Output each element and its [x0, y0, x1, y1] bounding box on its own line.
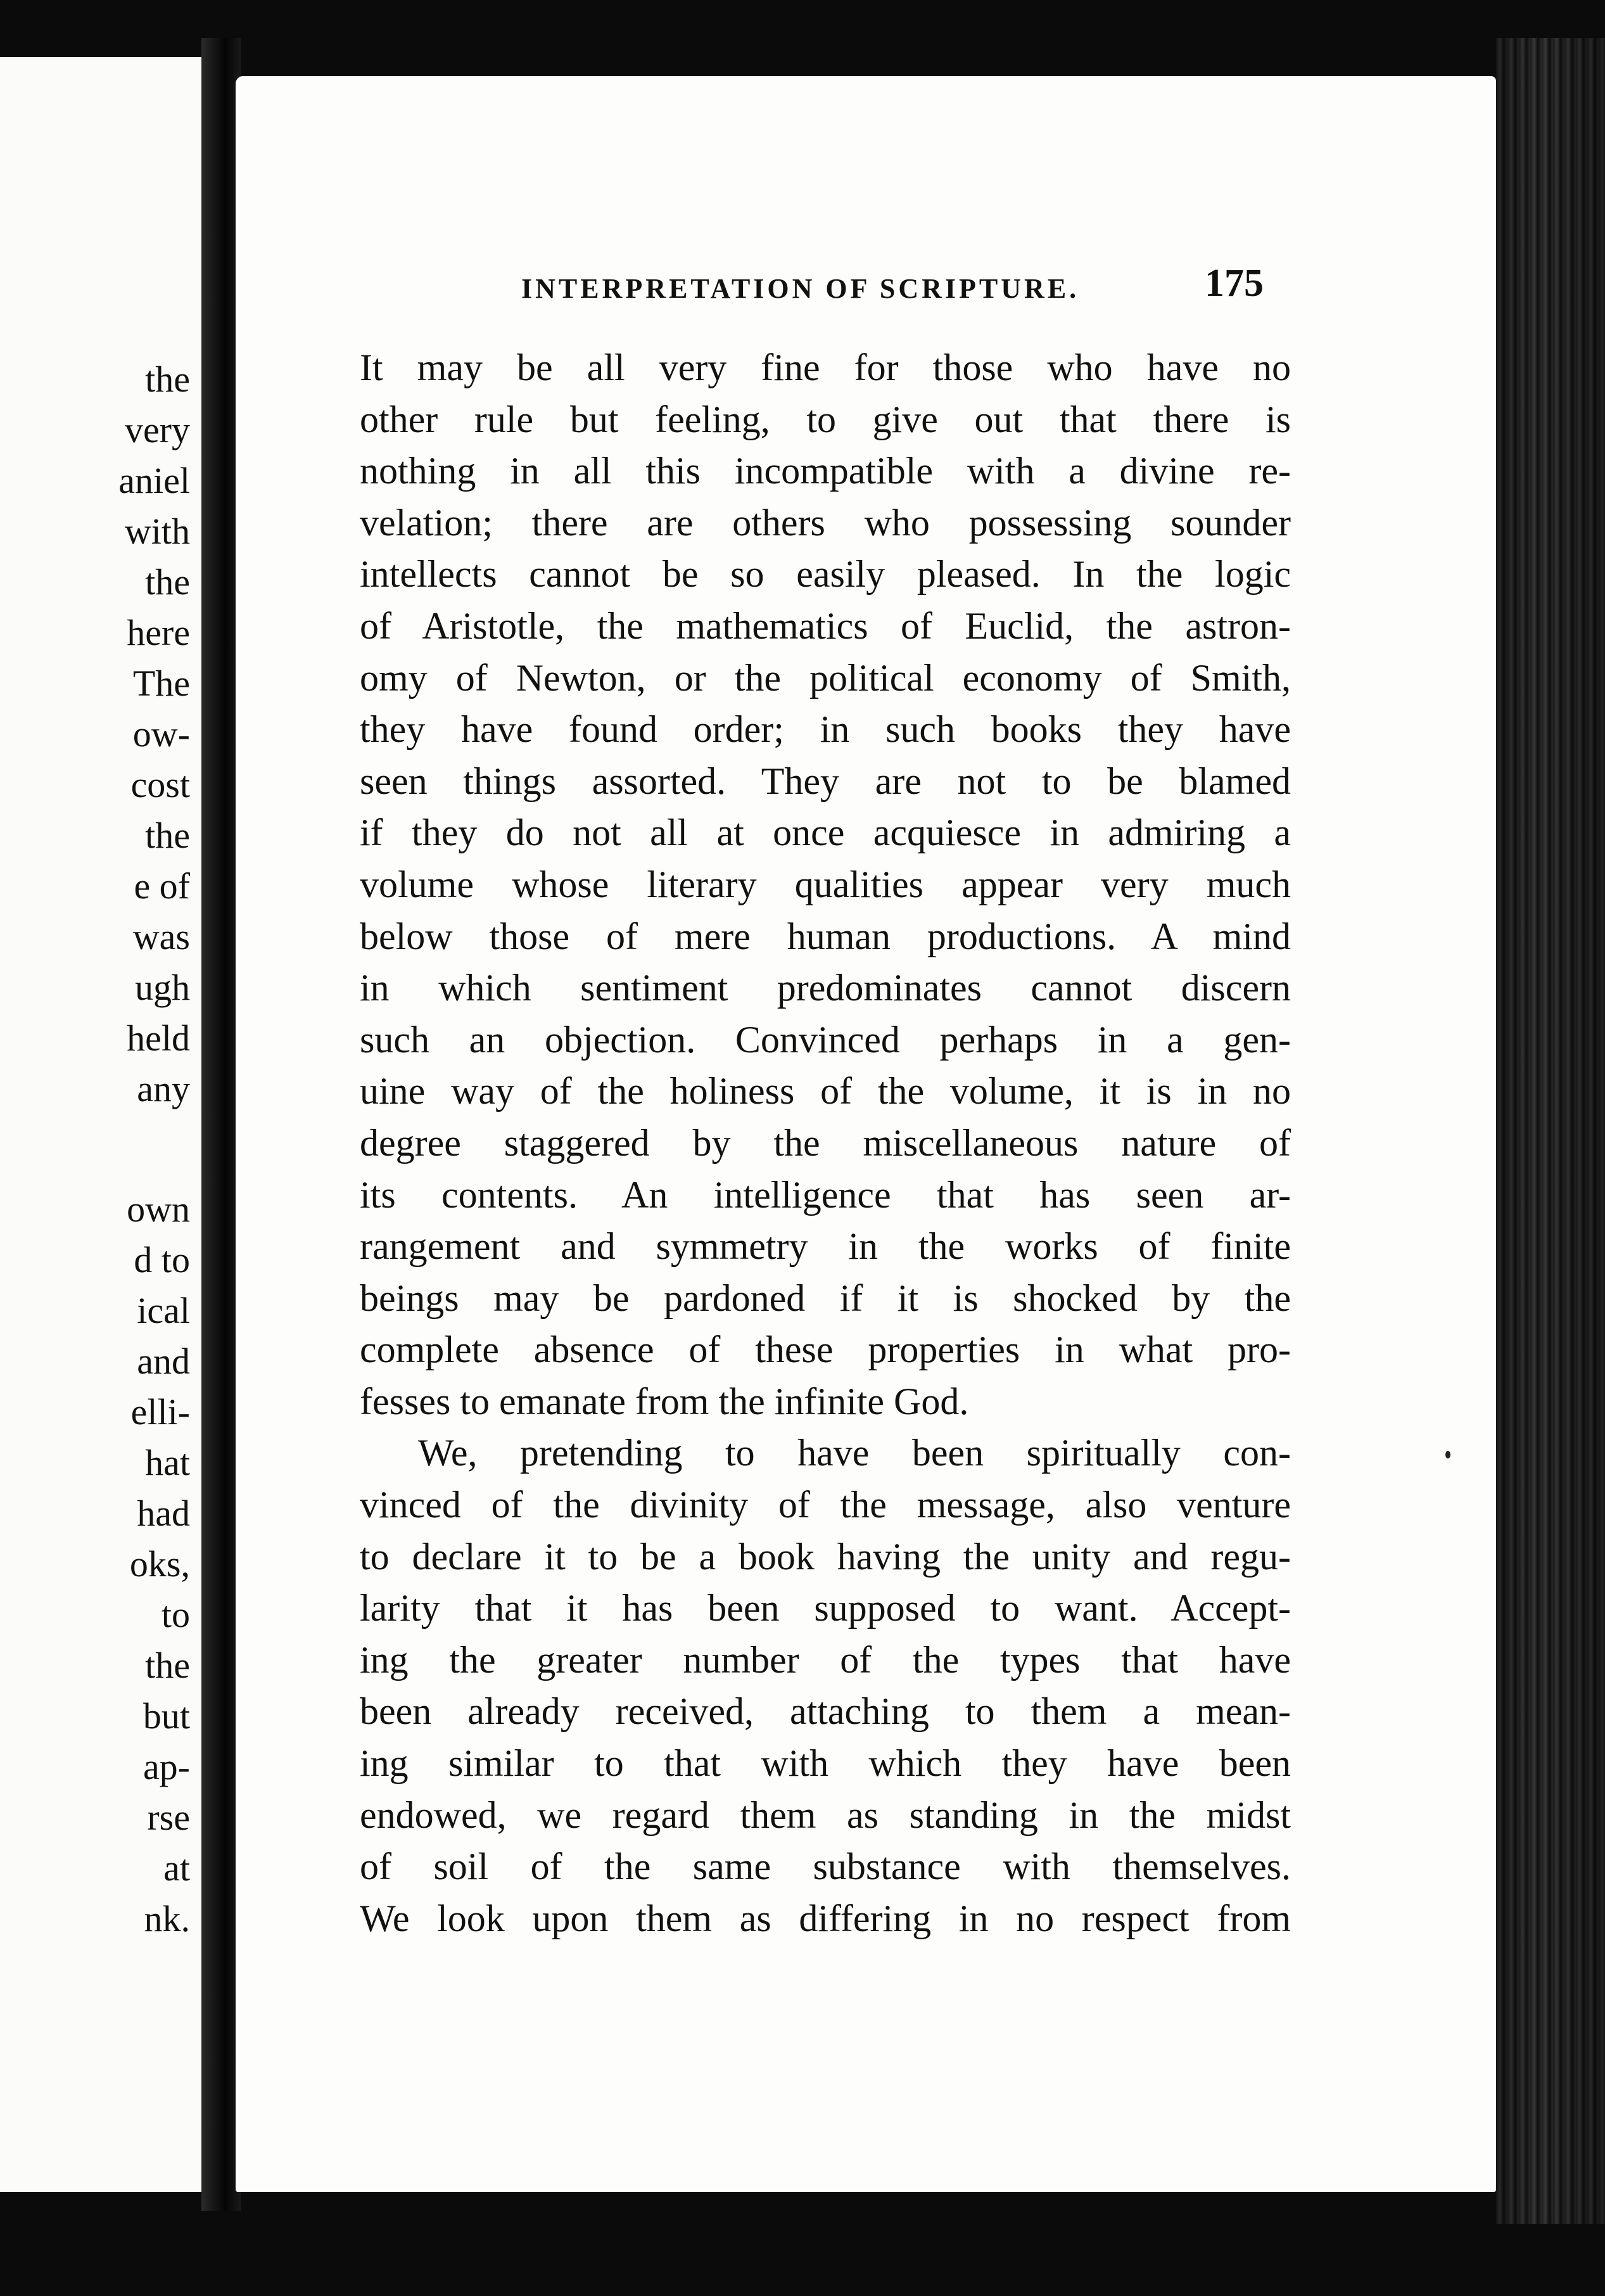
left-page-fragment: own: [127, 1189, 190, 1230]
paragraph-1-line: other rule but feeling, to give out that there is: [360, 398, 1291, 440]
paragraph-1-line: its contents. An intelligence that has seen ar-: [360, 1173, 1291, 1216]
left-page-fragment: was: [132, 916, 190, 957]
paragraph-1-line: velation; there are others who possessing sounder: [360, 501, 1291, 544]
left-page-fragment: d to: [134, 1239, 190, 1280]
paragraph-1-line: omy of Newton, or the political economy of Smith,: [360, 656, 1291, 699]
left-page-fragment: the: [145, 1645, 190, 1686]
book-gutter: [201, 38, 241, 2211]
left-page-fragment: with: [124, 511, 190, 552]
paragraph-2-line: endowed, we regard them as standing in the midst: [360, 1794, 1291, 1836]
paragraph-1-line: seen things assorted. They are not to be blamed: [360, 760, 1291, 802]
left-page-fragment: ugh: [135, 967, 190, 1008]
paragraph-1-line: of Aristotle, the mathematics of Euclid, the astron-: [360, 604, 1291, 647]
left-page-fragment: any: [137, 1068, 190, 1109]
left-page-fragment: at: [163, 1847, 190, 1889]
paragraph-1-line: It may be all very fine for those who have no: [360, 347, 1291, 388]
left-page-fragment: ow-: [132, 713, 190, 755]
left-page-fragment: hat: [145, 1442, 190, 1483]
left-page-fragment: nk.: [144, 1898, 190, 1939]
paragraph-2-line: ing the greater number of the types that have: [360, 1638, 1291, 1681]
paragraph-1-line: nothing in all this incompatible with a divine re-: [360, 450, 1291, 492]
left-page-fragment: the: [145, 561, 190, 603]
paragraph-1-line: degree staggered by the miscellaneous nature of: [360, 1121, 1291, 1164]
scan-speck: [1445, 1451, 1450, 1458]
left-page-fragment: aniel: [118, 460, 190, 501]
left-page-fragment: held: [127, 1017, 190, 1059]
paragraph-2-line: of soil of the same substance with themselves.: [360, 1846, 1291, 1888]
left-page-fragment: had: [137, 1493, 190, 1534]
paragraph-1-line: if they do not all at once acquiesce in admiring a: [360, 812, 1291, 854]
left-page-fragment: elli-: [130, 1391, 190, 1432]
paragraph-1-line: intellects cannot be so easily pleased. In the logic: [360, 553, 1291, 596]
left-page-fragment: the: [145, 815, 190, 856]
left-page-fragment: cost: [130, 764, 190, 805]
paragraph-1-line: fesses to emanate from the infinite God.: [360, 1380, 969, 1422]
paragraph-1-line: below those of mere human productions. A mind: [360, 915, 1291, 957]
paragraph-1-line: such an objection. Convinced perhaps in a gen-: [360, 1018, 1291, 1061]
paragraph-1-line: rangement and symmetry in the works of finite: [360, 1225, 1291, 1268]
paragraph-1-line: beings may be pardoned if it is shocked by the: [360, 1277, 1291, 1319]
left-page-fragment: to: [161, 1594, 190, 1635]
body-text: [360, 342, 1291, 1944]
left-page-fragment: oks,: [129, 1543, 190, 1585]
paragraph-2-line: We look upon them as differing in no respect from: [360, 1897, 1291, 1939]
left-page-fragment: but: [143, 1695, 190, 1737]
left-page-fragment: the: [145, 359, 190, 400]
paragraph-1-line: in which sentiment predominates cannot discern: [360, 967, 1291, 1009]
paragraph-1-line: uine way of the holiness of the volume, it is in no: [360, 1070, 1291, 1113]
paragraph-1-line: complete absence of these properties in what pro-: [360, 1329, 1291, 1371]
paragraph-2-line: vinced of the divinity of the message, also venture: [360, 1484, 1291, 1526]
previous-page-edge: [0, 57, 201, 2192]
left-page-fragment: e of: [134, 865, 190, 907]
running-head: INTERPRETATION OF SCRIPTURE.: [521, 273, 1080, 304]
left-page-fragment: very: [124, 409, 190, 450]
paragraph-1-line: they have found order; in such books they have: [360, 708, 1291, 751]
paragraph-2-line: to declare it to be a book having the unity and regu-: [360, 1535, 1291, 1578]
book-fore-edge: [1496, 38, 1605, 2224]
paragraph-2-line: ing similar to that with which they have been: [360, 1742, 1291, 1785]
left-page-fragment: and: [137, 1341, 190, 1382]
paragraph-2-line: been already received, attaching to them a mean-: [360, 1690, 1291, 1733]
paragraph-1-line: volume whose literary qualities appear very much: [360, 863, 1291, 905]
paragraph-2-line: larity that it has been supposed to want. Accept-: [360, 1587, 1291, 1630]
left-page-fragment: rse: [147, 1797, 190, 1838]
left-page-fragment: ical: [137, 1290, 190, 1331]
paragraph-2-line: We, pretending to have been spiritually con-: [418, 1432, 1291, 1474]
left-page-fragment: here: [127, 612, 190, 653]
page-number: 175: [1205, 262, 1264, 305]
left-page-fragment: The: [132, 663, 190, 704]
left-page-fragment: ap-: [143, 1746, 190, 1787]
